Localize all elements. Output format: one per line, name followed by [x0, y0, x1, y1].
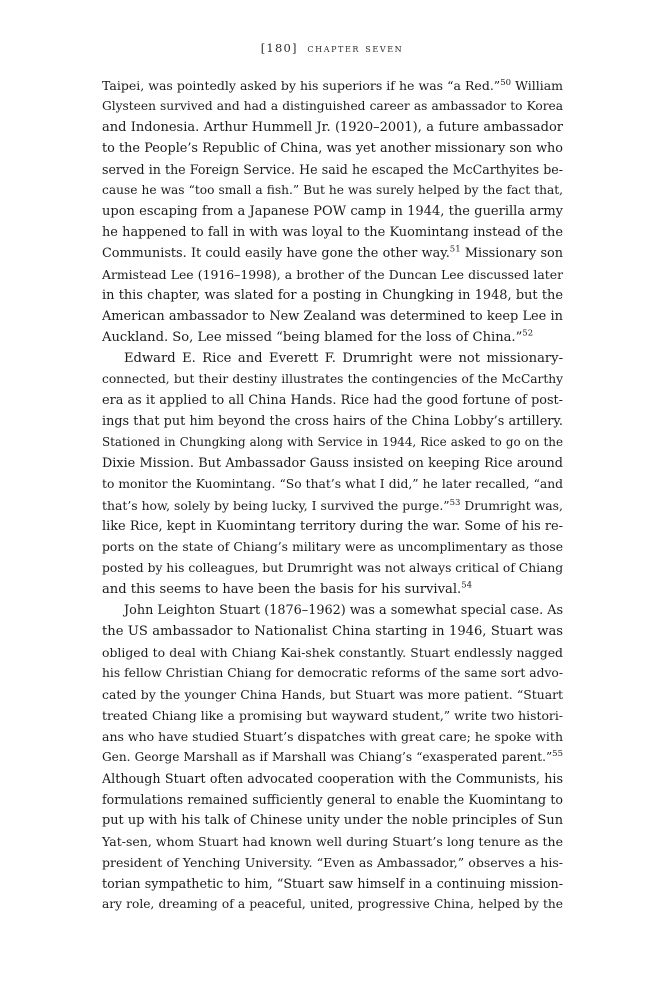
text-run: formulations remained sufficiently general to enable the Kuomintang to [102, 792, 563, 807]
paragraph [102, 75, 563, 348]
text-run: Stationed in Chungking along with Service in 1944, Rice asked to go on the [102, 435, 563, 449]
text-line [102, 96, 563, 117]
footnote-ref[interactable]: 53 [449, 497, 461, 508]
text-line [102, 705, 563, 726]
footnote-ref[interactable]: 52 [522, 328, 534, 339]
text-run: ans who have studied Stuart’s dispatches with great care; he spoke with [102, 729, 563, 744]
paragraph [102, 348, 563, 600]
text-line [102, 285, 563, 306]
text-line [102, 621, 563, 642]
text-run: Yat-sen, whom Stuart had known well during Stuart’s long tenure as the [102, 834, 563, 849]
text-line [102, 747, 563, 768]
text-run: Missionary son [460, 246, 563, 261]
text-line [102, 243, 563, 264]
text-line [102, 600, 563, 621]
footnote-ref[interactable]: 54 [461, 580, 473, 591]
text-line [102, 831, 563, 852]
text-line [102, 327, 563, 348]
text-line [102, 180, 563, 201]
text-run: Dixie Mission. But Ambassador Gauss insisted on keeping Rice around [102, 456, 563, 471]
text-run: cause he was “too small a fish.” But he was surely helped by the fact that, [102, 183, 563, 197]
text-line [102, 684, 563, 705]
text-run: Drumright was, [460, 498, 563, 513]
text-line [102, 264, 563, 285]
text-run: treated Chiang like a promising but wayward student,” write two histori- [102, 708, 563, 723]
text-line [102, 474, 563, 495]
text-run: ings that put him beyond the cross hairs of the China Lobby’s artillery. [102, 414, 563, 429]
text-run: president of Yenching University. “Even as Ambassador,” observes a his- [102, 855, 563, 870]
text-line [102, 894, 563, 915]
text-run: ports on the state of Chiang’s military were as uncomplimentary as those [102, 540, 563, 554]
text-line [102, 432, 563, 453]
chapter-title: chapter seven [307, 41, 404, 55]
text-run: Glysteen survived and had a distinguished career as ambassador to Korea [102, 99, 563, 113]
paragraph [102, 600, 563, 915]
text-line [102, 159, 563, 180]
text-line [102, 117, 563, 138]
text-run: Although Stuart often advocated cooperation with the Communists, his [102, 771, 563, 786]
text-line [102, 201, 563, 222]
text-line [102, 558, 563, 579]
text-run: like Rice, kept in Kuomintang territory during the war. Some of his re- [102, 519, 563, 534]
text-run: connected, but their destiny illustrates the contingencies of the McCarthy [102, 372, 563, 386]
text-line [102, 369, 563, 390]
text-run: the US ambassador to Nationalist China starting in 1946, Stuart was [102, 624, 563, 639]
text-line [102, 411, 563, 432]
text-line [102, 810, 563, 831]
text-line [102, 852, 563, 873]
text-line [102, 789, 563, 810]
text-line [102, 306, 563, 327]
text-run: served in the Foreign Service. He said he escaped the McCarthyites be- [102, 162, 563, 177]
text-run: ary role, dreaming of a peaceful, united, progressive China, helped by the [102, 897, 563, 911]
text-line [102, 390, 563, 411]
text-run: that’s how, solely by being lucky, I survived the purge.” [102, 498, 450, 513]
text-line [102, 453, 563, 474]
text-run: his fellow Christian Chiang for democratic reforms of the same sort advo- [102, 666, 563, 680]
text-run: Gen. George Marshall as if Marshall was Chiang’s “exasperated parent.” [102, 750, 553, 764]
text-line [102, 537, 563, 558]
text-run: and Indonesia. Arthur Hummell Jr. (1920–2001), a future ambassador [102, 120, 563, 135]
text-line [102, 642, 563, 663]
footnote-ref[interactable]: 50 [500, 77, 512, 88]
text-line [102, 579, 563, 600]
text-line [102, 222, 563, 243]
text-line [102, 873, 563, 894]
text-run: American ambassador to New Zealand was determined to keep Lee in [102, 309, 563, 324]
text-run: Taipei, was pointedly asked by his superiors if he was “a Red.” [102, 78, 501, 93]
text-run: Armistead Lee (1916–1998), a brother of the Duncan Lee discussed later [102, 267, 563, 282]
text-run: William [511, 78, 563, 93]
text-run: to monitor the Kuomintang. “So that’s what I did,” he later recalled, “and [102, 477, 563, 491]
text-run: era as it applied to all China Hands. Rice had the good fortune of post- [102, 393, 563, 408]
text-run: put up with his talk of Chinese unity under the noble principles of Sun [102, 813, 563, 828]
footnote-ref[interactable]: 55 [552, 748, 563, 759]
text-line [102, 138, 563, 159]
text-run: in this chapter, was slated for a posting in Chungking in 1948, but the [102, 288, 563, 303]
text-run: cated by the younger China Hands, but Stuart was more patient. “Stuart [102, 687, 563, 702]
text-line [102, 663, 563, 684]
text-run: posted by his colleagues, but Drumright was not always critical of Chiang [102, 561, 564, 575]
text-line [102, 75, 563, 96]
footnote-ref[interactable]: 51 [449, 244, 461, 255]
text-run: and this seems to have been the basis for his survival. [102, 582, 462, 597]
text-run: John Leighton Stuart (1876–1962) was a somewhat special case. As [124, 603, 564, 618]
body-text [102, 75, 563, 915]
text-line [102, 348, 563, 369]
text-run: torian sympathetic to him, “Stuart saw himself in a continuing mission- [102, 876, 563, 891]
text-run: obliged to deal with Chiang Kai-shek constantly. Stuart endlessly nagged [102, 645, 563, 660]
text-run: Communists. It could easily have gone the other way. [102, 246, 450, 261]
text-line [102, 726, 563, 747]
running-head [102, 41, 562, 55]
text-line [102, 516, 563, 537]
text-run: Edward E. Rice and Everett F. Drumright were not missionary- [124, 351, 563, 366]
text-run: Auckland. So, Lee missed “being blamed for the loss of China.” [102, 330, 523, 345]
text-line [102, 495, 563, 516]
text-run: upon escaping from a Japanese POW camp in 1944, the guerilla army [102, 204, 563, 219]
text-line [102, 768, 563, 789]
page-number: [180] [260, 41, 298, 55]
text-run: he happened to fall in with was loyal to the Kuomintang instead of the [102, 225, 563, 240]
text-run: to the People’s Republic of China, was yet another missionary son who [102, 141, 563, 156]
